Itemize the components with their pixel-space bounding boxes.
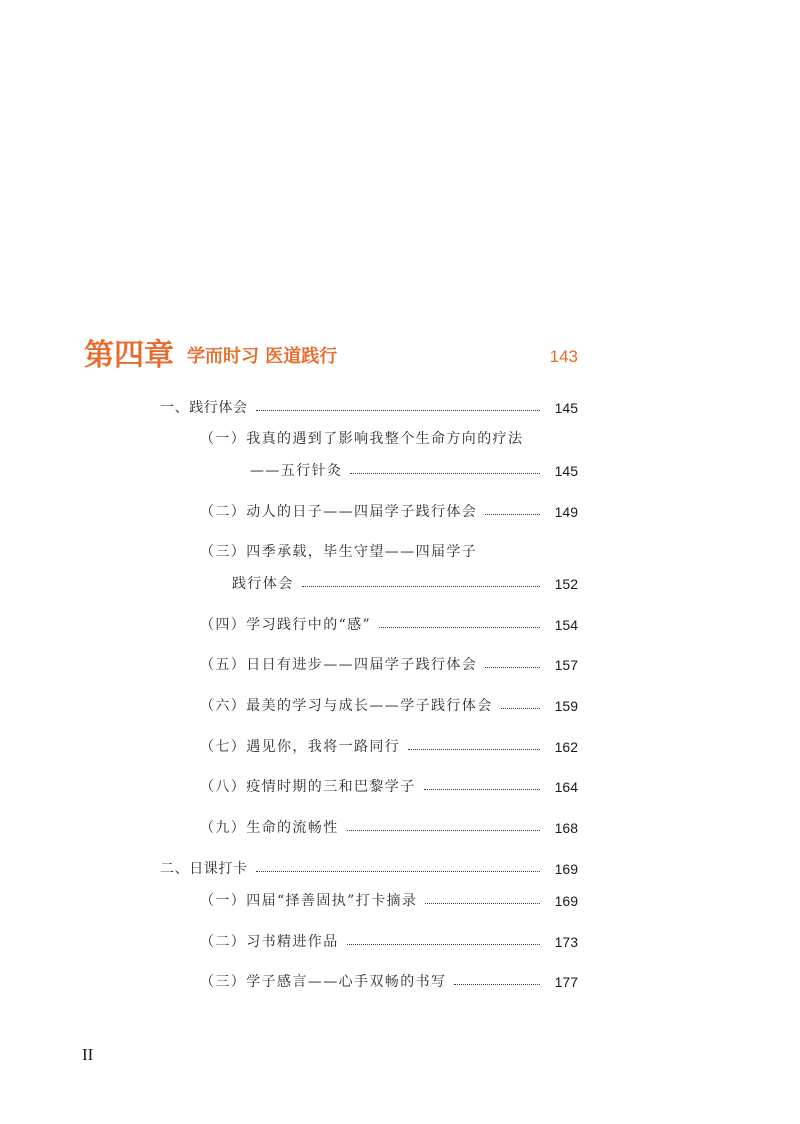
toc-entry-label: ——五行针灸 <box>250 463 343 479</box>
toc-entry[interactable] <box>200 654 578 676</box>
toc-entry-page: 173 <box>554 934 578 950</box>
toc-entry-page: 159 <box>554 698 578 714</box>
toc-entry[interactable] <box>200 817 578 839</box>
toc-entry[interactable] <box>200 501 578 523</box>
toc-entry[interactable] <box>200 890 578 912</box>
toc-entry-page: 177 <box>554 974 578 990</box>
toc-entry-label: （九）生命的流畅性 <box>200 820 339 836</box>
toc-entry-label: 二、日课打卡 <box>160 861 248 877</box>
chapter-page-number: 143 <box>549 347 578 366</box>
toc-entry[interactable] <box>200 695 578 717</box>
toc-entry-page: 162 <box>554 739 578 755</box>
toc-leader-dots <box>256 871 540 872</box>
toc-entry-label: （五）日日有进步——四届学子践行体会 <box>200 657 478 673</box>
toc-leader-dots <box>347 944 540 945</box>
toc-entry-label: （六）最美的学习与成长——学子践行体会 <box>200 698 493 714</box>
chapter-number: 第四章 <box>84 338 174 373</box>
chapter-heading <box>84 336 580 376</box>
page-folio: II <box>82 1045 94 1064</box>
toc-entry-label: （二）动人的日子——四届学子践行体会 <box>200 504 478 520</box>
toc-leader-dots <box>302 586 540 587</box>
toc-entry[interactable] <box>200 736 578 758</box>
toc-leader-dots <box>350 473 540 474</box>
toc-entry[interactable] <box>200 776 578 798</box>
toc-entry-label: （三）学子感言——心手双畅的书写 <box>200 974 447 990</box>
toc-entry[interactable] <box>200 931 578 953</box>
toc-entry-label: 一、践行体会 <box>160 400 248 416</box>
toc-entry-label: （四）学习践行中的“感” <box>200 617 372 633</box>
toc-entry[interactable] <box>232 573 578 595</box>
toc-entry-page: 168 <box>554 820 578 836</box>
toc-entry[interactable] <box>160 858 578 880</box>
toc-leader-dots <box>256 410 540 411</box>
toc-entry[interactable] <box>200 614 578 636</box>
toc-leader-dots <box>425 903 540 904</box>
toc-leader-dots <box>424 789 540 790</box>
toc-entry[interactable] <box>200 428 578 450</box>
toc-entry-label: （三）四季承载，毕生守望——四届学子 <box>200 544 478 560</box>
toc-entry-label: 践行体会 <box>232 576 294 592</box>
toc-entry-page: 145 <box>554 463 578 479</box>
toc-leader-dots <box>501 708 540 709</box>
toc-leader-dots <box>485 667 540 668</box>
chapter-title: 学而时习 医道践行 <box>187 346 338 367</box>
toc-entry-page: 154 <box>554 617 578 633</box>
toc-leader-dots <box>454 984 540 985</box>
toc-entry-page: 149 <box>554 504 578 520</box>
toc-entry-label: （一）我真的遇到了影响我整个生命方向的疗法 <box>200 431 524 447</box>
toc-entry[interactable] <box>200 541 578 563</box>
toc-entry-label: （二）习书精进作品 <box>200 934 339 950</box>
toc-entry[interactable] <box>200 971 578 993</box>
toc-entry-label: （八）疫情时期的三和巴黎学子 <box>200 779 416 795</box>
toc-leader-dots <box>379 627 540 628</box>
toc-leader-dots <box>485 514 540 515</box>
toc-entry-page: 169 <box>554 861 578 877</box>
toc-entry-page: 169 <box>554 893 578 909</box>
toc-entry-page: 152 <box>554 576 578 592</box>
toc-entry-label: （一）四届“择善固执”打卡摘录 <box>200 893 418 909</box>
toc-entry-page: 157 <box>554 657 578 673</box>
toc-entry[interactable] <box>160 397 578 419</box>
toc-entry-label: （七）遇见你，我将一路同行 <box>200 739 401 755</box>
toc-leader-dots <box>347 830 540 831</box>
toc-entry[interactable] <box>250 460 578 482</box>
toc-leader-dots <box>408 749 540 750</box>
toc-entry-page: 164 <box>554 779 578 795</box>
toc-entry-page: 145 <box>554 400 578 416</box>
